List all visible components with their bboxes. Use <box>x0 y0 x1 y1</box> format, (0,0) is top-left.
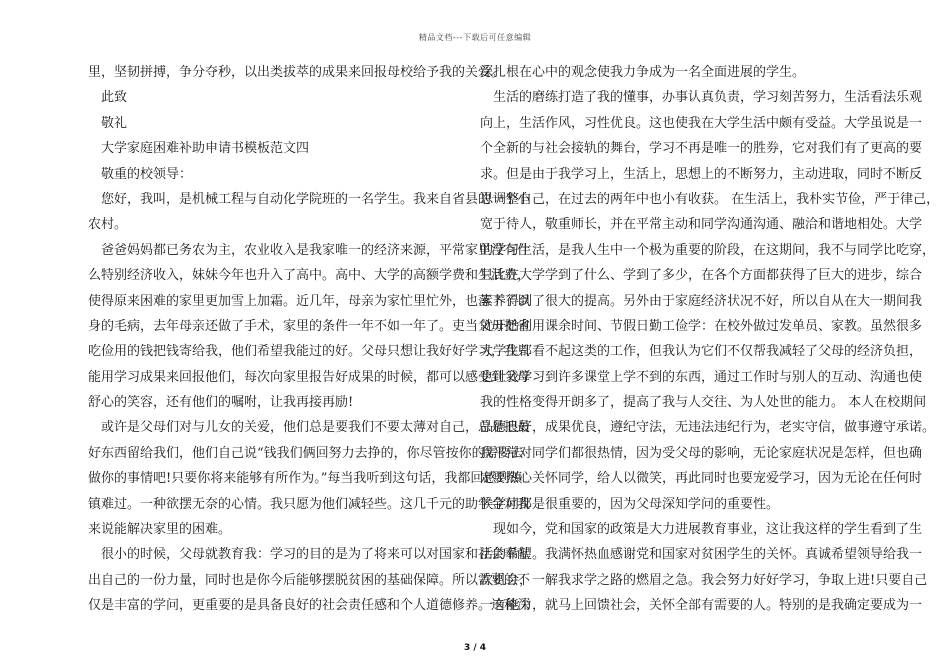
text-line: 品德良好，成果优良，遵纪守法，无违法违纪行为，老实守信，做事遵守承诺。 <box>480 420 936 436</box>
text-line: 镇难过。一种欲摆无奈的心情。我只愿为他们减轻些。这几千元的助学金对我 <box>88 496 531 512</box>
text-line: 大学家庭困难补助申请书模板范文四 <box>88 141 310 157</box>
text-line: 个全新的与社会接轨的舞台，学习不再是唯一的胜券，它对我们有了更高的要 <box>480 141 923 157</box>
text-line: 您好，我叫，是机械工程与自动化学院班的一名学生。我来自省县的一个小 <box>88 191 531 207</box>
text-line: 活的希望。我满怀热血感谢党和国家对贫困学生的关怀。真诚希望领导给我一 <box>480 547 923 563</box>
text-line: 也让我学习到许多课堂上学不到的东西，通过工作时与别人的互动、沟通也使 <box>480 369 923 385</box>
text-line: 么特别经济收入，妹妹今年也升入了高中。高中、大学的高额学费和生活费， <box>88 268 531 284</box>
text-line: 或许是父母们对与儿女的关爱，他们总是要我们不要太薄对自己，总是把最 <box>88 420 531 436</box>
text-line: 向上，生活作风，习性优良。这也使我在大学生活中颇有受益。大学虽说是一 <box>480 115 923 131</box>
page-number: 3 / 4 <box>463 643 487 653</box>
text-line: 身的毛病，去年母亲还做了手术，家里的条件一年不如一年了。吏当父母把省 <box>88 318 531 334</box>
text-line: 使得原来困难的家里更加雪上加霜。近几年，母亲为家忙里忙外，也落下了以 <box>88 293 531 309</box>
text-line: 现如今，党和国家的政策是大力进展教育事业，这让我这样的学生看到了生 <box>480 522 923 538</box>
text-line: 就开始利用课余时间、节假日勤工俭学：在校外做过发单员、家教。虽然很多 <box>480 318 923 334</box>
text-line: 一有能力，就马上回馈社会，关怀全部有需要的人。特别的是我确定要成为一 <box>480 598 923 614</box>
text-line: 敬重的校领导： <box>88 166 193 182</box>
text-line: 求。但是由于我学习上，生活上，思想上的不断努力，主动进取，同时不断反 <box>480 166 923 182</box>
text-line: 吃俭用的钱把钱寄给我，他们希望我能过的好。父母只想让我好好学习，我只 <box>88 344 531 360</box>
text-line: 深扎根在心中的观念使我力争成为一名全面进展的学生。 <box>480 65 806 80</box>
text-line: 能用学习成果来回报他们，每次向家里报告好成果的时候，都可以感受到父母 <box>88 369 531 385</box>
left-text-column <box>88 60 531 619</box>
text-line: 敬礼 <box>88 115 128 131</box>
text-line: 来说能解决家里的困难。 <box>88 522 232 538</box>
text-line: 很小的时候，父母就教育我：学习的目的是为了将来可以对国家和社会奉献 <box>88 547 531 563</box>
text-line: 出自己的一份力量，同时也是你今后能够摆脱贫困的基础保障。所以需要的不 <box>88 572 531 588</box>
text-line: 素养得到了很大的提高。另外由于家庭经济状况不好，所以自从在大一期间我 <box>480 293 923 309</box>
text-line: 里，坚韧拼搏，争分夺秒，以出类拔萃的成果来回报母校给予我的关爱。 <box>88 65 505 80</box>
text-line: 只比在大学学到了什么、学到了多少，在各个方面都获得了巨大的进步，综合 <box>480 268 923 284</box>
text-line: 大学生都看不起这类的工作，但我认为它们不仅帮我减轻了父母的经济负担， <box>480 344 923 360</box>
page-header: 精品文档---下载后可任意编辑 <box>418 33 532 42</box>
text-line: 此致 <box>88 90 128 106</box>
text-line: 农村。 <box>88 217 128 233</box>
text-line: 的学习生活，是我人生中一个极为重要的阶段，在这期间，我不与同学比吃穿， <box>480 242 936 258</box>
text-line: 次机会，一解我求学之路的燃眉之急。我会努力好好学习，争取上进!只要自己 <box>480 572 928 588</box>
text-line: 思调整自己，在过去的两年中也小有收获。 在生活上，我朴实节俭，严于律己， <box>480 191 940 207</box>
text-line: 爸爸妈妈都已务农为主，农业收入是我家唯一的经济来源，平常家里没有什 <box>88 242 531 258</box>
text-line: 定要热心关怀同学，给人以微笑，再此同时也要宠爱学习，因为无论在任何时 <box>480 471 923 487</box>
text-line: 生活的磨练打造了我的懂事，办事认真负责，学习刻苦努力，生活看法乐观 <box>480 90 923 106</box>
text-line: 舒心的笑容，还有他们的嘱咐，让我再接再励! <box>88 395 354 411</box>
text-line: 仅是丰富的学问，更重要的是具备良好的社会责任感和个人道德修养。这种深 <box>88 598 531 614</box>
text-line: 我平常对同学们都很热情，因为受父母的影响，无论家庭状况是怎样，但也确 <box>480 445 923 461</box>
text-line: 好东西留给我们，他们自己说“钱我们俩回努力去挣的，你尽管按你的需要去 <box>88 445 524 461</box>
text-line: 我的性格变得开朗多了，提高了我与人交往、为人处世的能力。 本人在校期间 <box>480 395 927 411</box>
text-line: 做你的事情吧!只要你将来能够有所作为。”每当我听到这句话，我都回感到镇 <box>88 471 523 487</box>
right-text-column <box>480 60 940 619</box>
text-line: 宽于待人，敬重师长，并在平常主动和同学沟通沟通、融洽和谐地相处。大学 <box>480 217 923 233</box>
text-line: 候学问都是很重要的，因为父母深知学问的重要性。 <box>480 496 780 512</box>
